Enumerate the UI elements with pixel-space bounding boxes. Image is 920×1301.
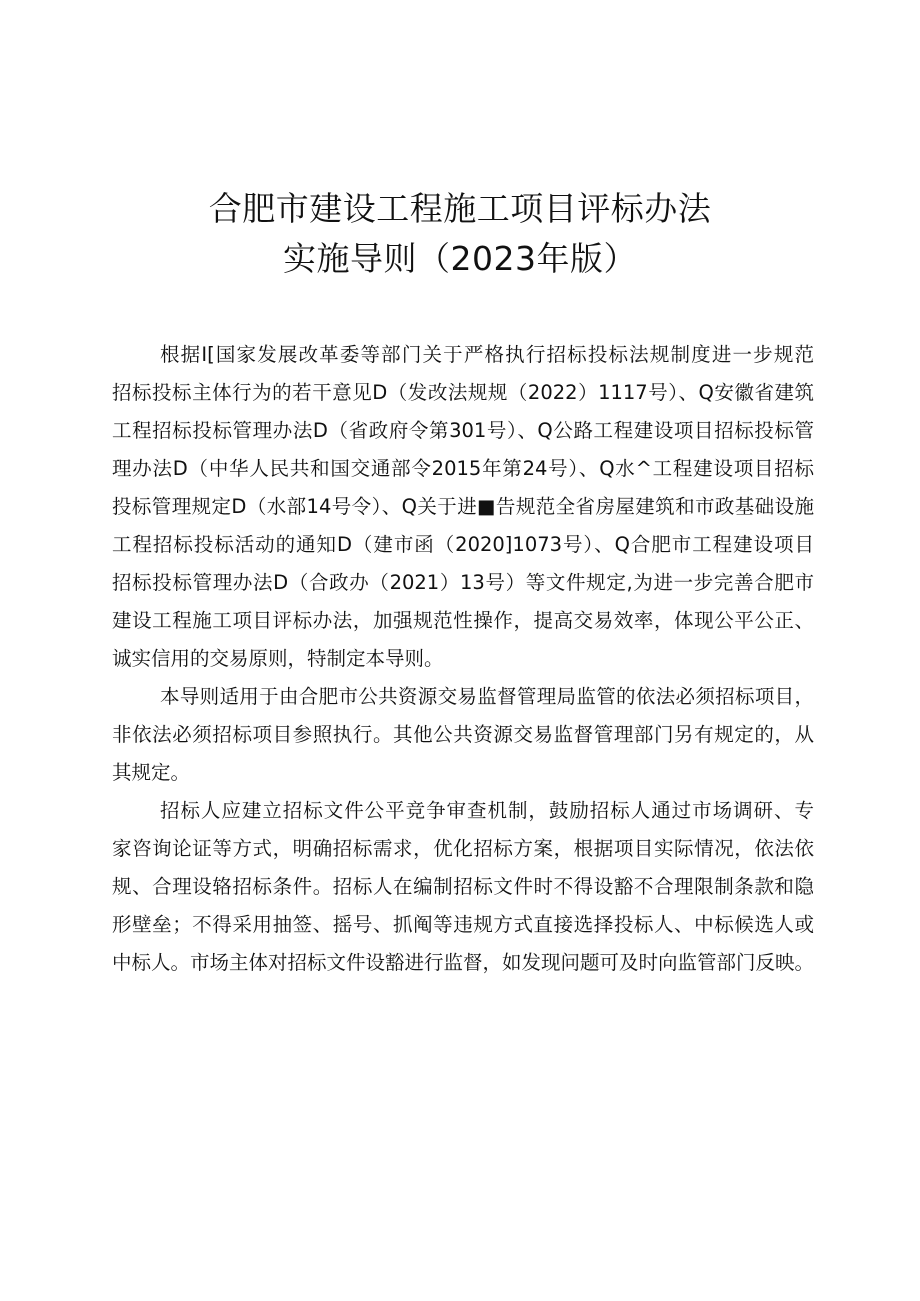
paragraph-review-mechanism [112,792,814,982]
text-line: 非依法必须招标项目参照执行。其他公共资源交易监督管理部门另有规定的，从 [112,723,814,746]
text-line: 根据I[国家发展改革委等部门关于严格执行招标投标法规制度进一步规范 [160,343,814,366]
text-line: 中标人。市场主体对招标文件设豁进行监督，如发现问题可及时向监管部门反映。 [112,951,815,974]
text-line: 投标管理规定D（水部14号令）、Q关于进■告规范全省房屋建筑和市政基础设施 [112,495,814,518]
text-line: 家咨询论证等方式，明确招标需求，优化招标方案，根据项目实际情况，依法依 [112,837,814,860]
title-line-2: 实施导则（2023年版） [283,239,637,278]
text-line: 工程招标投标活动的通知D（建市函（2020]1073号）、Q合肥市工程建设项目 [112,533,814,556]
text-line: 建设工程施工项目评标办法，加强规范性操作，提高交易效率，体现公平公正、 [112,609,814,632]
text-line: 理办法D（中华人民共和国交通部令2015年第24号）、Q水^工程建设项目招标 [112,457,814,480]
paragraph-scope [112,678,814,792]
text-line: 招标投标主体行为的若干意见D（发改法规规（2022）1117号）、Q安徽省建筑 [112,381,814,404]
text-line: 招标投标管理办法D（合政办（2021）13号）等文件规定,为进一步完善合肥市 [112,571,814,594]
document-title [0,184,920,284]
text-line: 招标人应建立招标文件公平竞争审查机制，鼓励招标人通过市场调研、专 [160,799,814,822]
text-line: 工程招标投标管理办法D（省政府令第301号）、Q公路工程建设项目招标投标管 [112,419,814,442]
text-line: 形壁垒；不得采用抽签、摇号、抓阄等违规方式直接选择投标人、中标候选人或 [112,913,814,936]
text-line: 诚实信用的交易原则，特制定本导则。 [112,647,444,670]
paragraph-basis [112,336,814,678]
title-line-1: 合肥市建设工程施工项目评标办法 [208,189,712,228]
text-line: 规、合理设辂招标条件。招标人在编制招标文件时不得设豁不合理限制条款和隐 [112,875,814,898]
text-line: 本导则适用于由合肥市公共资源交易监督管理局监管的依法必须招标项目， [160,685,814,708]
text-line: 其规定。 [112,761,191,784]
document-body [112,336,814,982]
